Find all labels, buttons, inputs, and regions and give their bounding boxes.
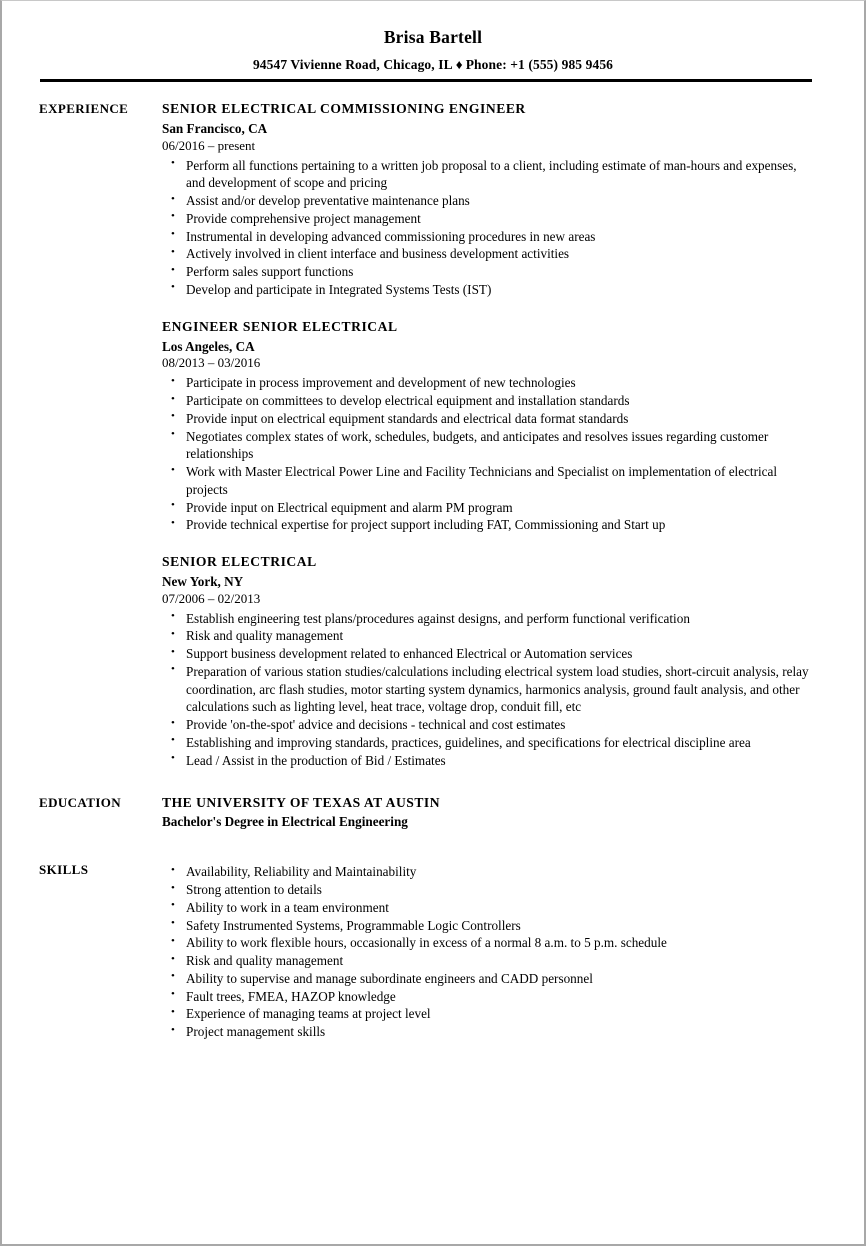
experience-entry bbox=[162, 318, 809, 534]
section-education bbox=[2, 794, 864, 831]
experience-entries bbox=[162, 100, 864, 769]
resume-body bbox=[2, 100, 864, 1041]
bullet-item: • Provide 'on-the-spot' advice and decisions - technical and cost estimates bbox=[162, 716, 809, 734]
section-label-skills: SKILLS bbox=[39, 862, 89, 878]
bullet-item: • Lead / Assist in the production of Bid / Estimates bbox=[162, 752, 809, 770]
bullet-item: • Project management skills bbox=[162, 1023, 809, 1041]
job-dates: 06/2016 – present bbox=[162, 137, 256, 153]
education-degree: Bachelor's Degree in Electrical Engineering bbox=[162, 814, 408, 830]
job-location: San Francisco, CA bbox=[162, 121, 268, 137]
job-title: SENIOR ELECTRICAL bbox=[162, 554, 317, 570]
job-title: ENGINEER SENIOR ELECTRICAL bbox=[162, 318, 398, 334]
contact-address: 94547 Vivienne Road, Chicago, IL bbox=[252, 57, 453, 73]
bullet-item: • Participate in process improvement and development of new technologies bbox=[162, 374, 809, 392]
job-bullets bbox=[162, 157, 809, 299]
section-skills bbox=[2, 861, 864, 1041]
job-location: Los Angeles, CA bbox=[162, 339, 255, 354]
bullet-item: • Assist and/or develop preventative maintenance plans bbox=[162, 192, 809, 210]
skills-entries bbox=[162, 861, 864, 1041]
education-entries bbox=[162, 794, 864, 831]
section-label-education: EDUCATION bbox=[39, 795, 122, 811]
section-label-experience: EXPERIENCE bbox=[39, 101, 129, 116]
bullet-item: • Instrumental in developing advanced commissioning procedures in new areas bbox=[162, 228, 809, 246]
bullet-item: • Ability to work in a team environment bbox=[162, 899, 809, 917]
diamond-separator-icon: ♦ bbox=[455, 57, 463, 73]
experience-entry bbox=[162, 100, 809, 299]
resume-header bbox=[2, 1, 864, 73]
bullet-item: • Preparation of various station studies/calculations including electrical system load studies, short-circuit analysis, relay coordination, arc flash studies, motor starting system dynamics, harmonics analysis, ground fault analysis, and other calculations such as lighting level, heat trace, voltage drop, conduit fill, etc bbox=[162, 663, 809, 716]
job-bullets bbox=[162, 374, 809, 534]
bullet-item: • Provide input on electrical equipment standards and electrical data format standards bbox=[162, 410, 809, 428]
bullet-item: • Establishing and improving standards, practices, guidelines, and specifications for electrical discipline area bbox=[162, 734, 809, 752]
skills-bullets bbox=[162, 863, 809, 1041]
bullet-item: • Ability to supervise and manage subordinate engineers and CADD personnel bbox=[162, 970, 809, 988]
experience-entry bbox=[162, 553, 809, 769]
bullet-item: • Fault trees, FMEA, HAZOP knowledge bbox=[162, 988, 809, 1006]
header-divider bbox=[40, 79, 812, 82]
bullet-item: • Work with Master Electrical Power Line and Facility Technicians and Specialist on implementation of electrical projects bbox=[162, 463, 809, 499]
bullet-item: • Ability to work flexible hours, occasionally in excess of a normal 8 a.m. to 5 p.m. schedule bbox=[162, 934, 809, 952]
bullet-item: • Participate on committees to develop electrical equipment and installation standards bbox=[162, 392, 809, 410]
bullet-item: • Provide comprehensive project management bbox=[162, 210, 809, 228]
job-dates: 08/2013 – 03/2016 bbox=[162, 355, 261, 371]
bullet-item: • Support business development related to enhanced Electrical or Automation services bbox=[162, 645, 809, 663]
bullet-item: • Negotiates complex states of work, schedules, budgets, and anticipates and resolves issues regarding customer relationships bbox=[162, 428, 809, 464]
bullet-item: • Risk and quality management bbox=[162, 627, 809, 645]
candidate-name: Brisa Bartell bbox=[383, 27, 483, 47]
education-school: THE UNIVERSITY OF TEXAS AT AUSTIN bbox=[162, 795, 441, 811]
job-dates: 07/2006 – 02/2013 bbox=[162, 590, 261, 606]
job-bullets bbox=[162, 610, 809, 770]
bullet-item: • Provide input on Electrical equipment and alarm PM program bbox=[162, 499, 809, 517]
bullet-item: • Risk and quality management bbox=[162, 952, 809, 970]
bullet-item: • Experience of managing teams at project level bbox=[162, 1005, 809, 1023]
bullet-item: • Develop and participate in Integrated Systems Tests (IST) bbox=[162, 281, 809, 299]
bullet-item: • Provide technical expertise for project support including FAT, Commissioning and Start up bbox=[162, 516, 809, 534]
bullet-item: • Availability, Reliability and Maintainability bbox=[162, 863, 809, 881]
section-experience bbox=[2, 100, 864, 769]
bullet-item: • Establish engineering test plans/procedures against designs, and perform functional verification bbox=[162, 610, 809, 628]
job-location: New York, NY bbox=[162, 574, 244, 590]
bullet-item: • Actively involved in client interface and business development activities bbox=[162, 245, 809, 263]
bullet-item: • Perform all functions pertaining to a written job proposal to a client, including estimate of man-hours and expenses, and development of scope and pricing bbox=[162, 157, 809, 193]
bullet-item: • Safety Instrumented Systems, Programmable Logic Controllers bbox=[162, 917, 809, 935]
bullet-item: • Strong attention to details bbox=[162, 881, 809, 899]
job-title: SENIOR ELECTRICAL COMMISSIONING ENGINEER bbox=[162, 101, 526, 116]
resume-sheet bbox=[2, 1, 864, 1244]
contact-line bbox=[2, 57, 864, 73]
bullet-item: • Perform sales support functions bbox=[162, 263, 809, 281]
contact-phone: Phone: +1 (555) 985 9456 bbox=[465, 57, 614, 73]
